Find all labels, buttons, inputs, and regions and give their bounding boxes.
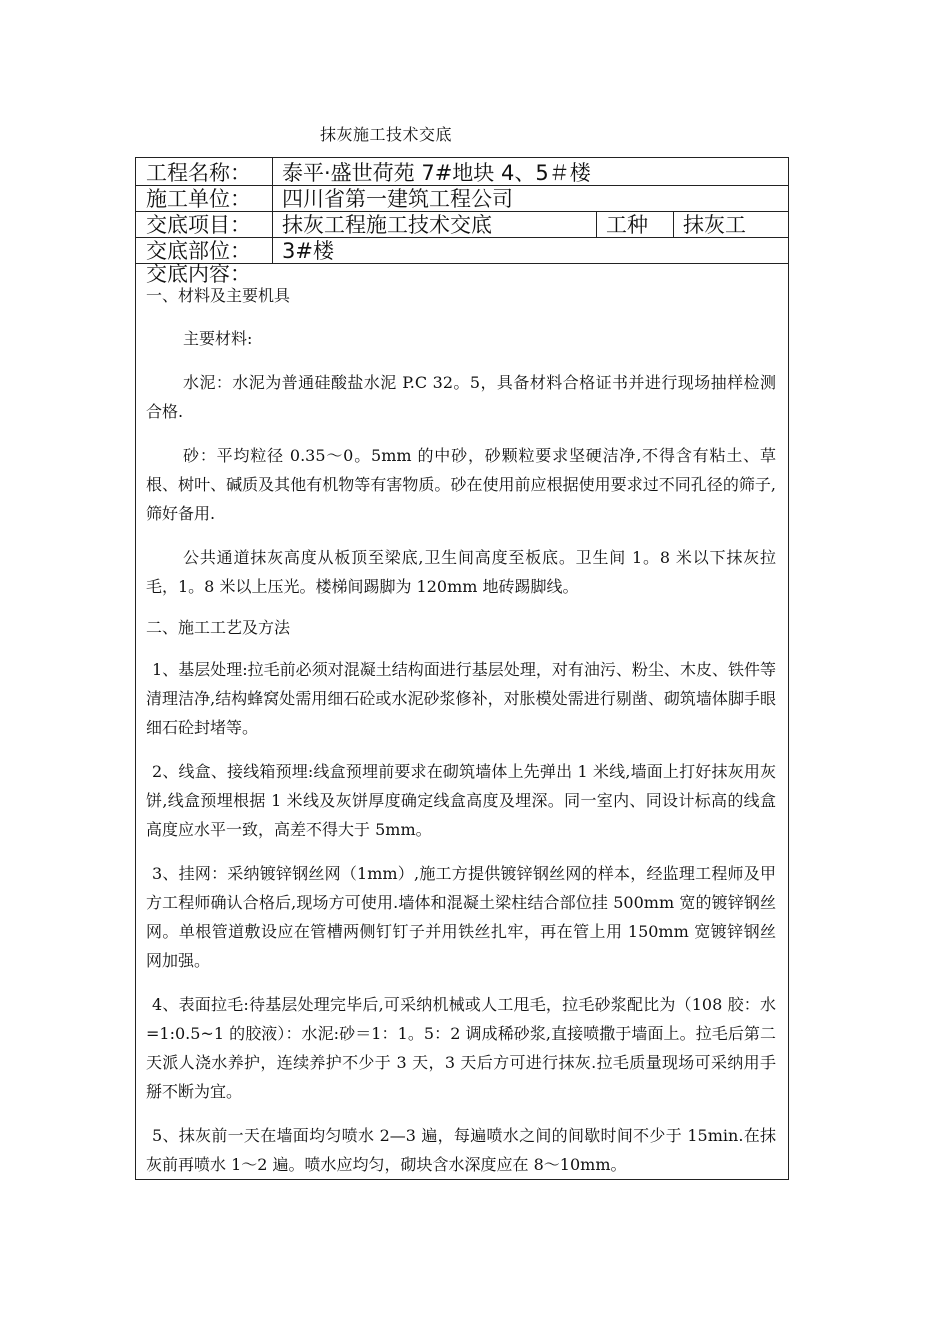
step-2-paragraph: 2、线盒、接线箱预埋:线盒预埋前要求在砌筑墙体上先弹出 1 米线,墙面上打好抹灰用灰饼,线盒预埋根据 1 米线及灰饼厚度确定线盒高度及埋深。同一室内、同设计标高的线盒高度应水平一致，高差不得大于 5mm。 (146, 762, 776, 839)
row-company (136, 185, 788, 212)
section-heading-materials: 一、材料及主要机具 (146, 286, 291, 305)
content-body (146, 284, 776, 1179)
item-label: 交底项目： (146, 213, 251, 237)
content-label: 交底内容： (146, 262, 251, 286)
location-value: 3#楼 (282, 239, 334, 263)
row-location (136, 237, 788, 264)
company-label: 施工单位： (146, 187, 251, 211)
step-4-paragraph: 4、表面拉毛:待基层处理完毕后,可采纳机械或人工甩毛，拉毛砂浆配比为（108 胶：水=1:0.5~1 的胶液）：水泥:砂＝1：1。5：2 调成稀砂浆,直接喷撒于墙面上。拉毛后第二天派人浇水养护，连续养护不少于 3 天，3 天后方可进行抹灰.拉毛质量现场可采纳用手掰不断为宜。 (146, 995, 776, 1101)
disclosure-form (135, 157, 789, 1180)
row-item (136, 211, 788, 238)
cement-paragraph: 水泥：水泥为普通硅酸盐水泥 P.C 32。5，具备材料合格证书并进行现场抽样检测合格. (146, 373, 776, 421)
section-heading-process: 二、施工工艺及方法 (146, 618, 291, 637)
trade-label: 工种 (606, 213, 648, 237)
main-materials-heading: 主要材料: (183, 329, 253, 348)
step-1-paragraph: 1、基层处理:拉毛前必须对混凝土结构面进行基层处理，对有油污、粉尘、木皮、铁件等清理洁净,结构蜂窝处需用细石砼或水泥砂浆修补，对胀模处需进行剔凿、砌筑墙体脚手眼细石砼封堵等。 (146, 660, 776, 737)
document-title: 抹灰施工技术交底 (319, 125, 452, 144)
location-label: 交底部位： (146, 239, 251, 263)
item-value: 抹灰工程施工技术交底 (282, 213, 492, 237)
project-name-label: 工程名称： (146, 160, 251, 185)
step-5-paragraph: 5、抹灰前一天在墙面均匀喷水 2—3 遍，每遍喷水之间的间歇时间不少于 15min.在抹灰前再喷水 1～2 遍。喷水应均匀，砌块含水深度应在 8～10mm。 (146, 1126, 776, 1174)
project-name-value: 泰平·盛世荷苑 7#地块 4、5＃楼 (282, 160, 591, 185)
company-value: 四川省第一建筑工程公司 (282, 187, 513, 211)
sand-paragraph: 砂：平均粒径 0.35～0。5mm 的中砂，砂颗粒要求坚硬洁净,不得含有粘土、草根、树叶、碱质及其他有机物等有害物质。砂在使用前应根据使用要求过不同孔径的筛子,筛好备用. (146, 446, 776, 523)
trade-value: 抹灰工 (683, 213, 746, 237)
row-project-name (136, 158, 788, 186)
public-area-paragraph: 公共通道抹灰高度从板顶至梁底,卫生间高度至板底。卫生间 1。8 米以下抹灰拉毛，1。8 米以上压光。楼梯间踢脚为 120mm 地砖踢脚线。 (146, 548, 776, 596)
step-3-paragraph: 3、挂网：采纳镀锌钢丝网（1mm）,施工方提供镀锌钢丝网的样本，经监理工程师及甲方工程师确认合格后,现场方可使用.墙体和混凝土梁柱结合部位挂 500mm 宽的镀锌钢丝网。单根管道敷设应在管槽两侧钉钉子并用铁丝扎牢，再在管上用 150mm 宽镀锌钢丝网加强。 (146, 864, 776, 970)
